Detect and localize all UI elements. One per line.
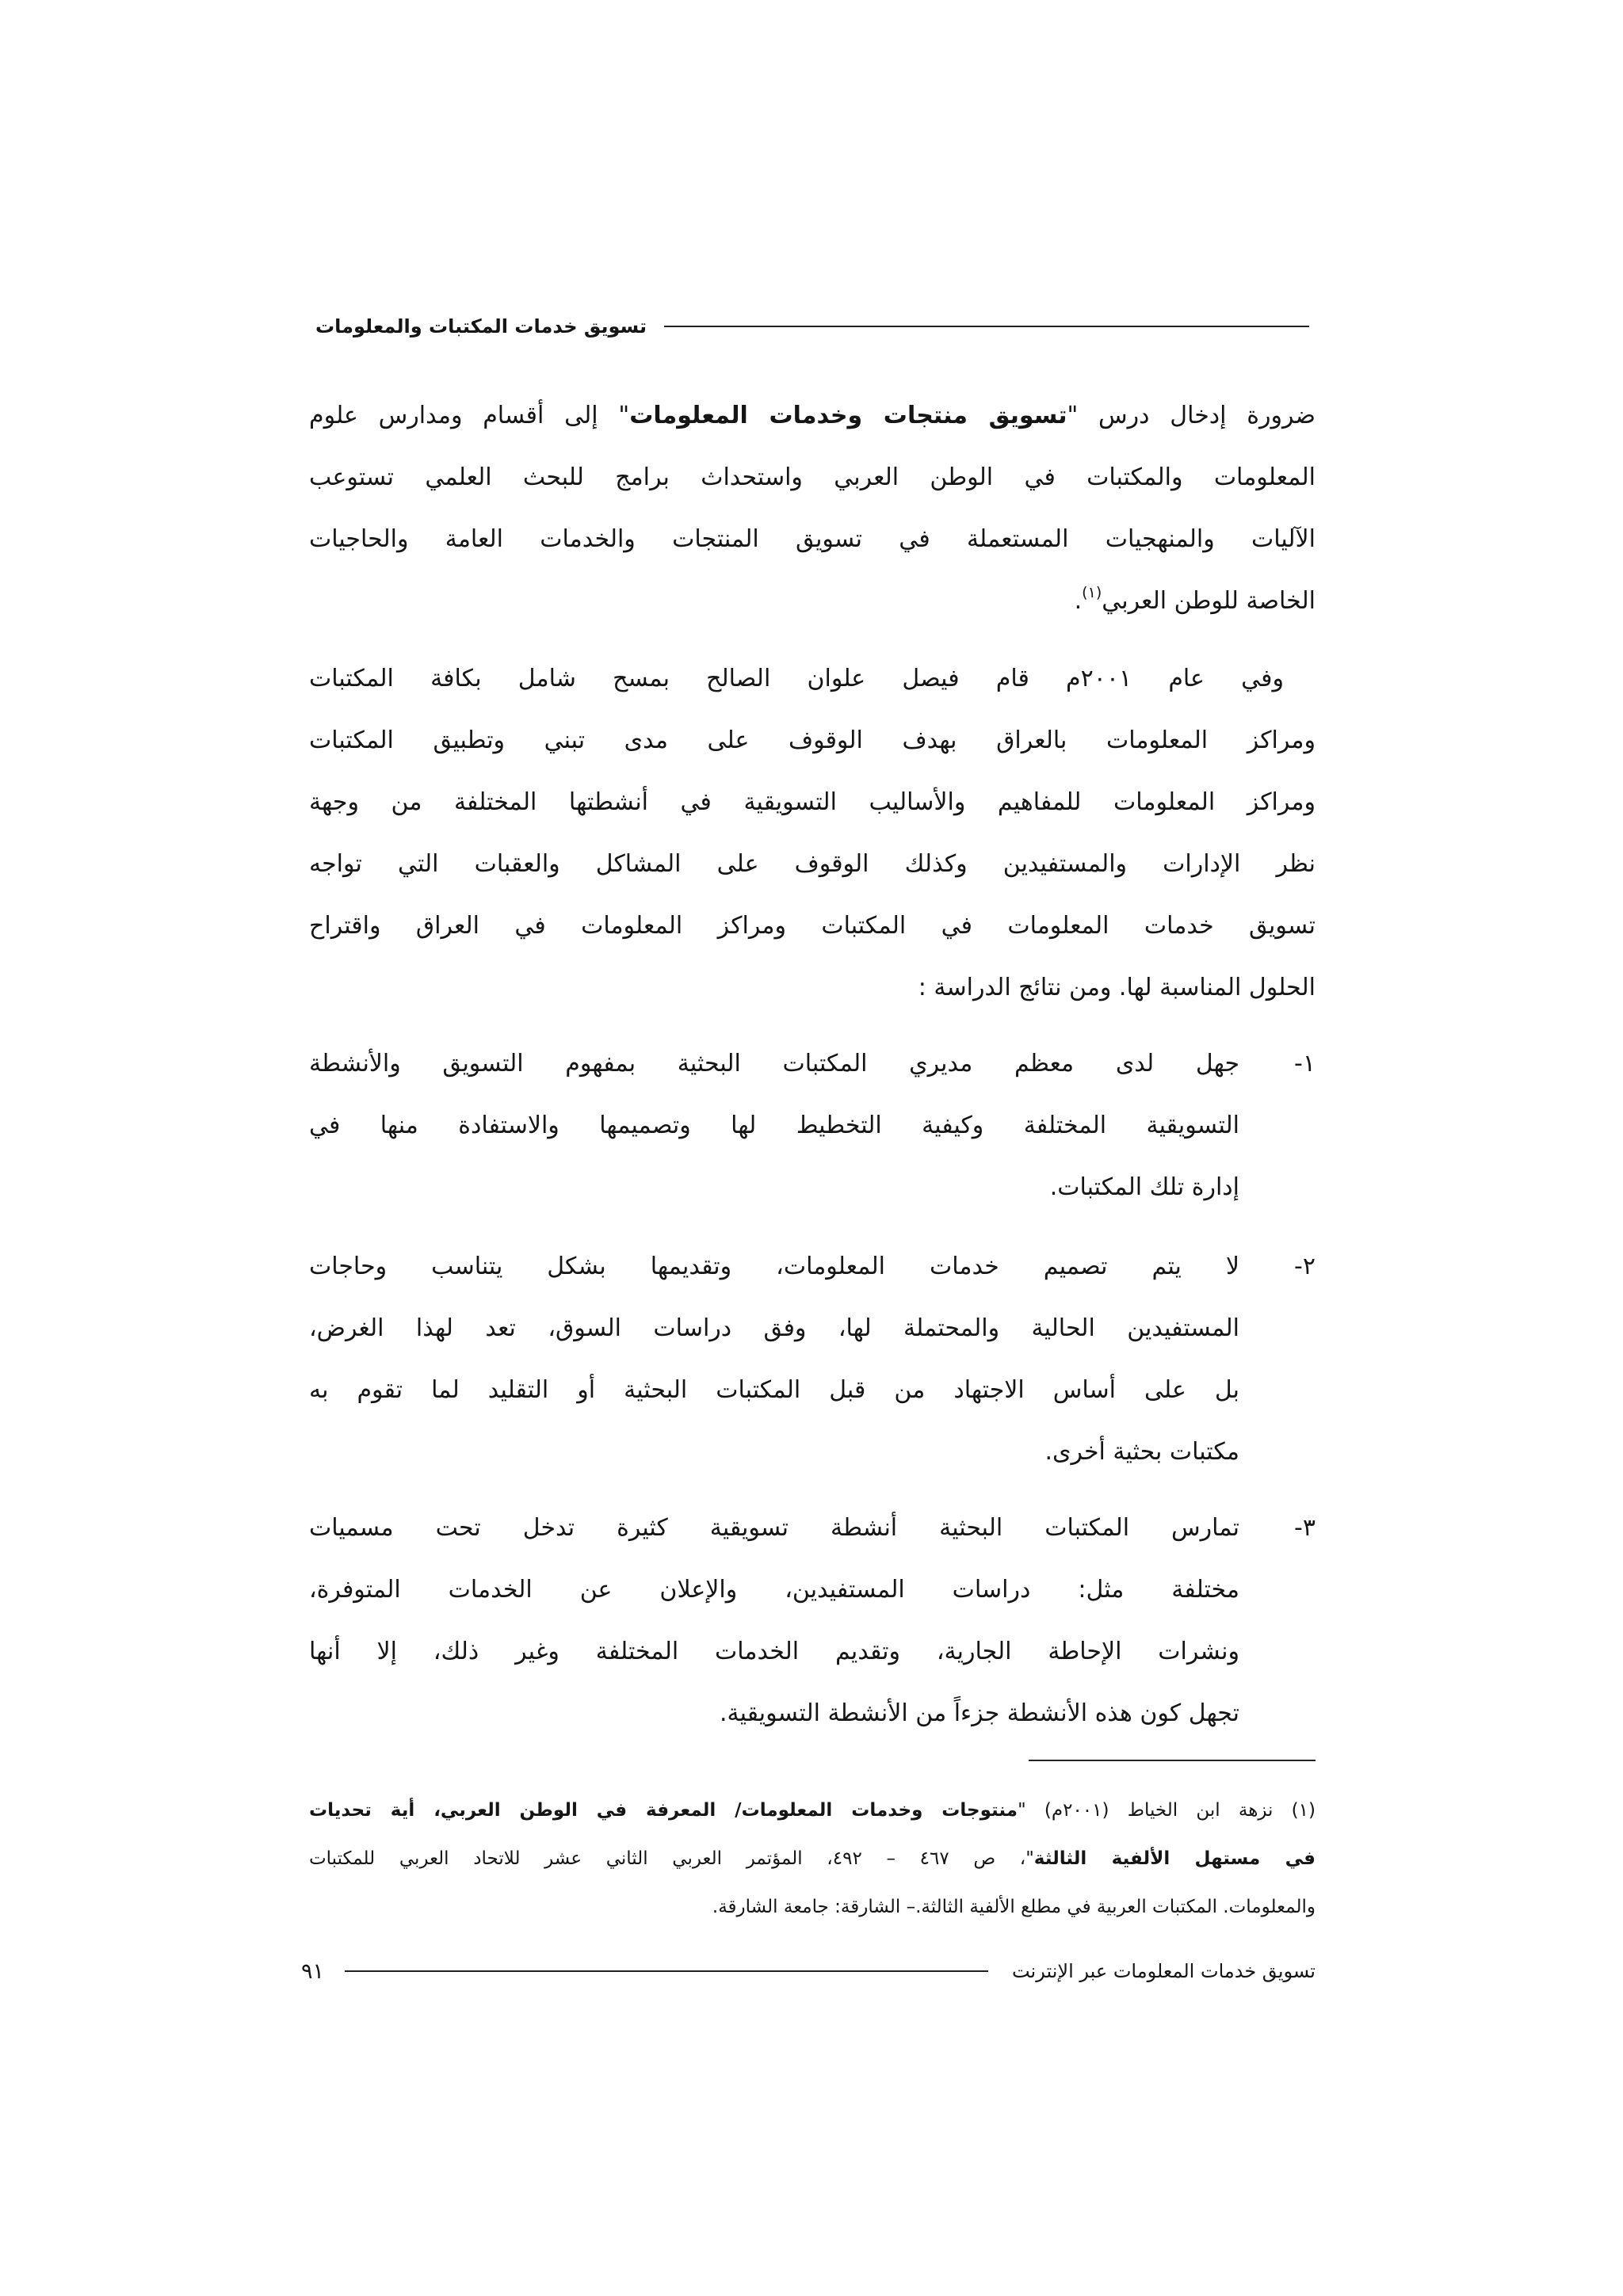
list-item-2 [309, 1236, 1316, 1483]
paragraph-line: وفي عام ٢٠٠١م قام فيصل علوان الصالح بمسح شامل بكافة المكتبات [309, 665, 1284, 692]
list-item-3 [309, 1497, 1316, 1745]
footnote-line: والمعلومات. المكتبات العربية في مطلع الألفية الثالثة.– الشارقة: جامعة الشارقة. [712, 1897, 1316, 1917]
footnote-emphasis: في مستهل الألفية الثالثة [1033, 1848, 1316, 1869]
paragraph-line: الآليات والمنهجيات المستعملة في تسويق المنتجات والخدمات العامة والحاجيات [309, 525, 1316, 553]
page-number: ٩١ [301, 1958, 325, 1984]
footnote-line [309, 1787, 1316, 1835]
body-paragraph-1 [309, 385, 1316, 632]
list-item-line: التسويقية المختلفة وكيفية التخطيط لها وتصميمها والاستفادة منها في [309, 1112, 1239, 1139]
emphasis-text: تسويق منتجات وخدمات المعلومات [629, 402, 1067, 429]
paragraph-line: نظر الإدارات والمستفيدين وكذلك الوقوف على المشاكل والعقبات التي تواجه [309, 850, 1316, 878]
list-item-line: مختلفة مثل: دراسات المستفيدين، والإعلان عن الخدمات المتوفرة، [309, 1576, 1239, 1604]
running-header-title: تسويق خدمات المكتبات والمعلومات [315, 315, 647, 338]
page-footer [301, 1955, 1316, 1987]
list-item-line: إدارة تلك المكتبات. [1049, 1173, 1239, 1201]
list-item-1 [309, 1033, 1316, 1219]
list-item-body [309, 1236, 1239, 1483]
paragraph-text: . [1074, 587, 1083, 615]
list-item-body [309, 1033, 1239, 1219]
list-item-line: تجهل كون هذه الأنشطة جزءاً من الأنشطة التسويقية. [719, 1699, 1239, 1727]
list-item-number: ٣- [1294, 1514, 1316, 1542]
list-item-line: جهل لدى معظم مديري المكتبات البحثية بمفهوم التسويق والأنشطة [309, 1050, 1239, 1077]
list-item-line: المستفيدين الحالية والمحتملة لها، وفق دراسات السوق، تعد لهذا الغرض، [309, 1314, 1239, 1342]
running-header [315, 311, 1309, 342]
footnote-text: "، ص ٤٦٧ – ٤٩٢، المؤتمر العربي الثاني عشر للاتحاد العربي للمكتبات [309, 1848, 1034, 1869]
footnote-text: (١) نزهة ابن الخياط (٢٠٠١م) " [1018, 1800, 1316, 1821]
list-item-body [309, 1497, 1239, 1745]
footer-book-title: تسويق خدمات المعلومات عبر الإنترنت [1011, 1960, 1316, 1982]
footnote-line [309, 1835, 1316, 1883]
footnote-emphasis: منتوجات وخدمات المعلومات/ المعرفة في الوطن العربي، أية تحديات [309, 1800, 1018, 1821]
footnote-separator [1029, 1760, 1316, 1761]
paragraph-line: الحلول المناسبة لها. ومن نتائج الدراسة : [918, 974, 1316, 1001]
paragraph-line: ومراكز المعلومات للمفاهيم والأساليب التسويقية في أنشطتها المختلفة من وجهة [309, 788, 1316, 816]
list-item-line: مكتبات بحثية أخرى. [1044, 1438, 1239, 1466]
paragraph-line: ومراكز المعلومات بالعراق بهدف الوقوف على مدى تبني وتطبيق المكتبات [309, 727, 1316, 754]
paragraph-line: تسويق خدمات المعلومات في المكتبات ومراكز المعلومات في العراق واقتراح [309, 912, 1316, 940]
footer-rule [345, 1970, 988, 1972]
footnote-reference: (١) [1082, 584, 1102, 601]
footnote [309, 1787, 1316, 1932]
list-item-line: بل على أساس الاجتهاد من قبل المكتبات البحثية أو التقليد لما تقوم به [309, 1376, 1239, 1404]
body-paragraph-2 [309, 648, 1316, 1019]
list-item-line: ونشرات الإحاطة الجارية، وتقديم الخدمات المختلفة وغير ذلك، إلا أنها [309, 1638, 1239, 1665]
paragraph-text: " إلى أقسام ومدارس علوم [309, 402, 630, 429]
paragraph-text: ضرورة إدخال درس " [1067, 402, 1316, 429]
paragraph-line [309, 385, 1316, 447]
list-item-line: لا يتم تصميم خدمات المعلومات، وتقديمها بشكل يتناسب وحاجات [309, 1253, 1239, 1280]
list-item-number: ٢- [1294, 1253, 1316, 1280]
paragraph-line: المعلومات والمكتبات في الوطن العربي واستحداث برامج للبحث العلمي تستوعب [309, 463, 1316, 491]
list-item-number: ١- [1294, 1050, 1316, 1077]
paragraph-text: الخاصة للوطن العربي [1102, 587, 1316, 615]
paragraph-line [309, 570, 1316, 632]
list-item-line: تمارس المكتبات البحثية أنشطة تسويقية كثيرة تدخل تحت مسميات [309, 1514, 1239, 1542]
running-header-rule [664, 326, 1309, 327]
